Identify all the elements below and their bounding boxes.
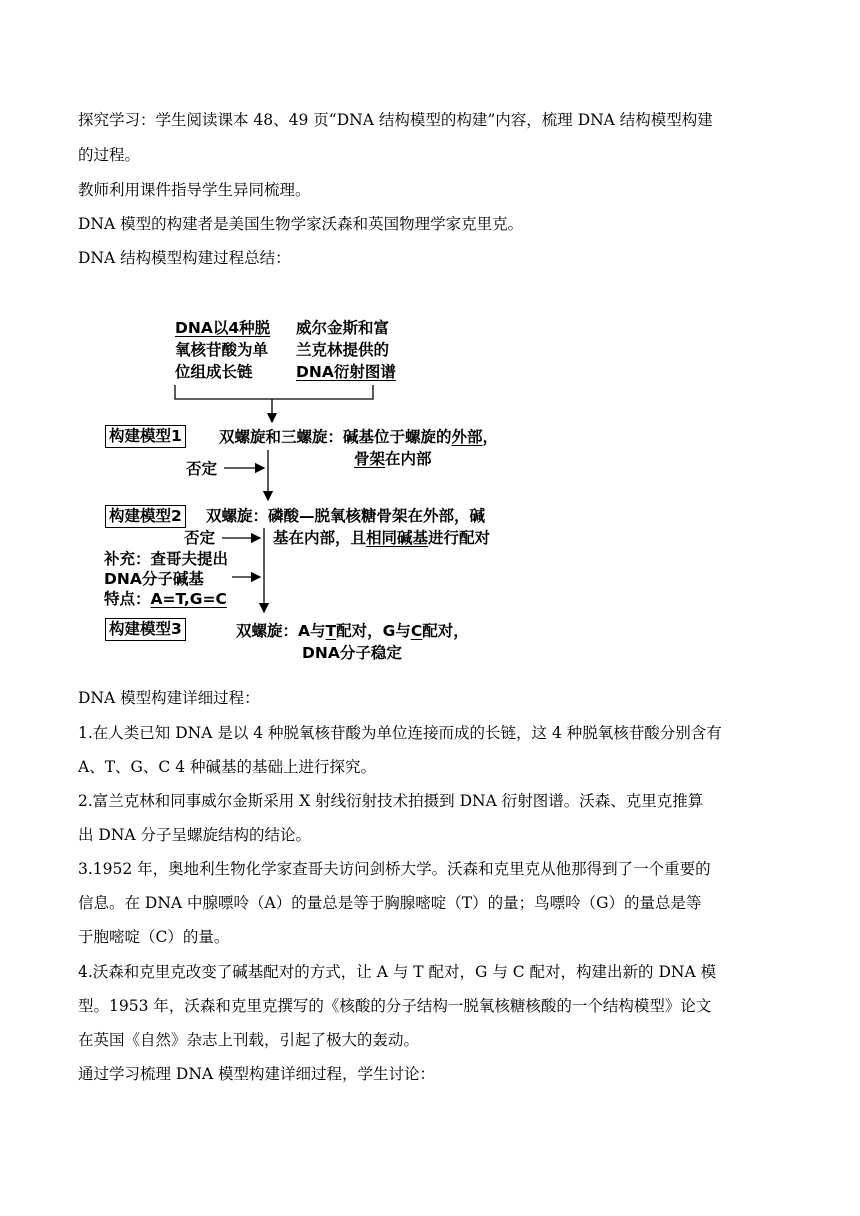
paragraph-line: 的过程。 bbox=[78, 146, 141, 164]
source-left-line: DNA以4种脱 bbox=[175, 319, 271, 337]
model3-desc: 双螺旋：A与T配对，G与C配对， bbox=[236, 622, 469, 640]
paragraph-line: 信息。在 DNA 中腺嘌呤（A）的量总是等于胸腺嘧啶（T）的量；鸟嘌呤（G）的量总是等 bbox=[78, 894, 702, 912]
paragraph-line: A、T、G、C 4 种碱基的基础上进行探究。 bbox=[78, 758, 376, 776]
paragraph-line: DNA 结构模型构建过程总结： bbox=[78, 249, 291, 267]
paragraph-line: DNA 模型构建详细过程： bbox=[78, 689, 260, 707]
deny1-label: 否定 bbox=[186, 460, 218, 478]
paragraph-line: 教师利用课件指导学生异同梳理。 bbox=[78, 181, 311, 199]
model2-desc: 双螺旋：磷酸—脱氧核糖骨架在外部，碱 bbox=[206, 507, 486, 525]
bracket-line bbox=[175, 385, 373, 399]
supplement-line: 特点：A=T,G=C bbox=[104, 590, 227, 608]
paragraph-line: 通过学习梳理 DNA 模型构建详细过程，学生讨论： bbox=[78, 1065, 436, 1083]
model2-label: 构建模型2 bbox=[105, 505, 186, 528]
paragraph-line: 4.沃森和克里克改变了碱基配对的方式，让 A 与 T 配对，G 与 C 配对，构建出新的 DNA 模 bbox=[78, 963, 717, 981]
paragraph-line: 探究学习：学生阅读课本 48、49 页“DNA 结构模型的构建”内容，梳理 DNA 结构模型构建 bbox=[78, 111, 713, 129]
model3-label: 构建模型3 bbox=[105, 618, 186, 641]
deny2-label: 否定 bbox=[184, 529, 216, 547]
paragraph-line: 于胞嘧啶（C）的量。 bbox=[78, 928, 230, 946]
model1-desc: 双螺旋和三螺旋：碱基位于螺旋的外部， bbox=[219, 428, 499, 446]
model2-desc-2: 基在内部，且相同碱基进行配对 bbox=[273, 529, 491, 547]
model1-label: 构建模型1 bbox=[105, 425, 186, 448]
model3-desc-2: DNA分子稳定 bbox=[302, 644, 402, 662]
model1-desc-2: 骨架在内部 bbox=[354, 450, 432, 468]
paragraph-line: 在英国《自然》杂志上刊载，引起了极大的轰动。 bbox=[78, 1031, 420, 1049]
paragraph-line: 3.1952 年，奥地利生物化学家查哥夫访问剑桥大学。沃森和克里克从他那得到了一个重要的 bbox=[78, 860, 711, 878]
source-left-line: 氧核苷酸为单 bbox=[175, 341, 269, 359]
paragraph-line: 出 DNA 分子呈螺旋结构的结论。 bbox=[78, 826, 312, 844]
source-right-line: 兰克林提供的 bbox=[296, 341, 390, 359]
paragraph-line: 1.在人类已知 DNA 是以 4 种脱氧核苷酸为单位连接而成的长链，这 4 种脱氧核苷酸分别含有 bbox=[78, 724, 722, 742]
source-left-line: 位组成长链 bbox=[175, 363, 253, 381]
source-right-line: DNA衍射图谱 bbox=[296, 363, 396, 381]
paragraph-line: DNA 模型的构建者是美国生物学家沃森和英国物理学家克里克。 bbox=[78, 215, 524, 233]
supplement-line: 补充：查哥夫提出 bbox=[104, 550, 229, 568]
source-right-line: 威尔金斯和富 bbox=[296, 319, 390, 337]
supplement-line: DNA分子碱基 bbox=[104, 570, 204, 588]
paragraph-line: 2.富兰克林和同事威尔金斯采用 X 射线衍射技术拍摄到 DNA 衍射图谱。沃森、克里克推算 bbox=[78, 792, 704, 810]
paragraph-line: 型。1953 年，沃森和克里克撰写的《核酸的分子结构一脱氧核糖核酸的一个结构模型》论文 bbox=[78, 997, 712, 1015]
